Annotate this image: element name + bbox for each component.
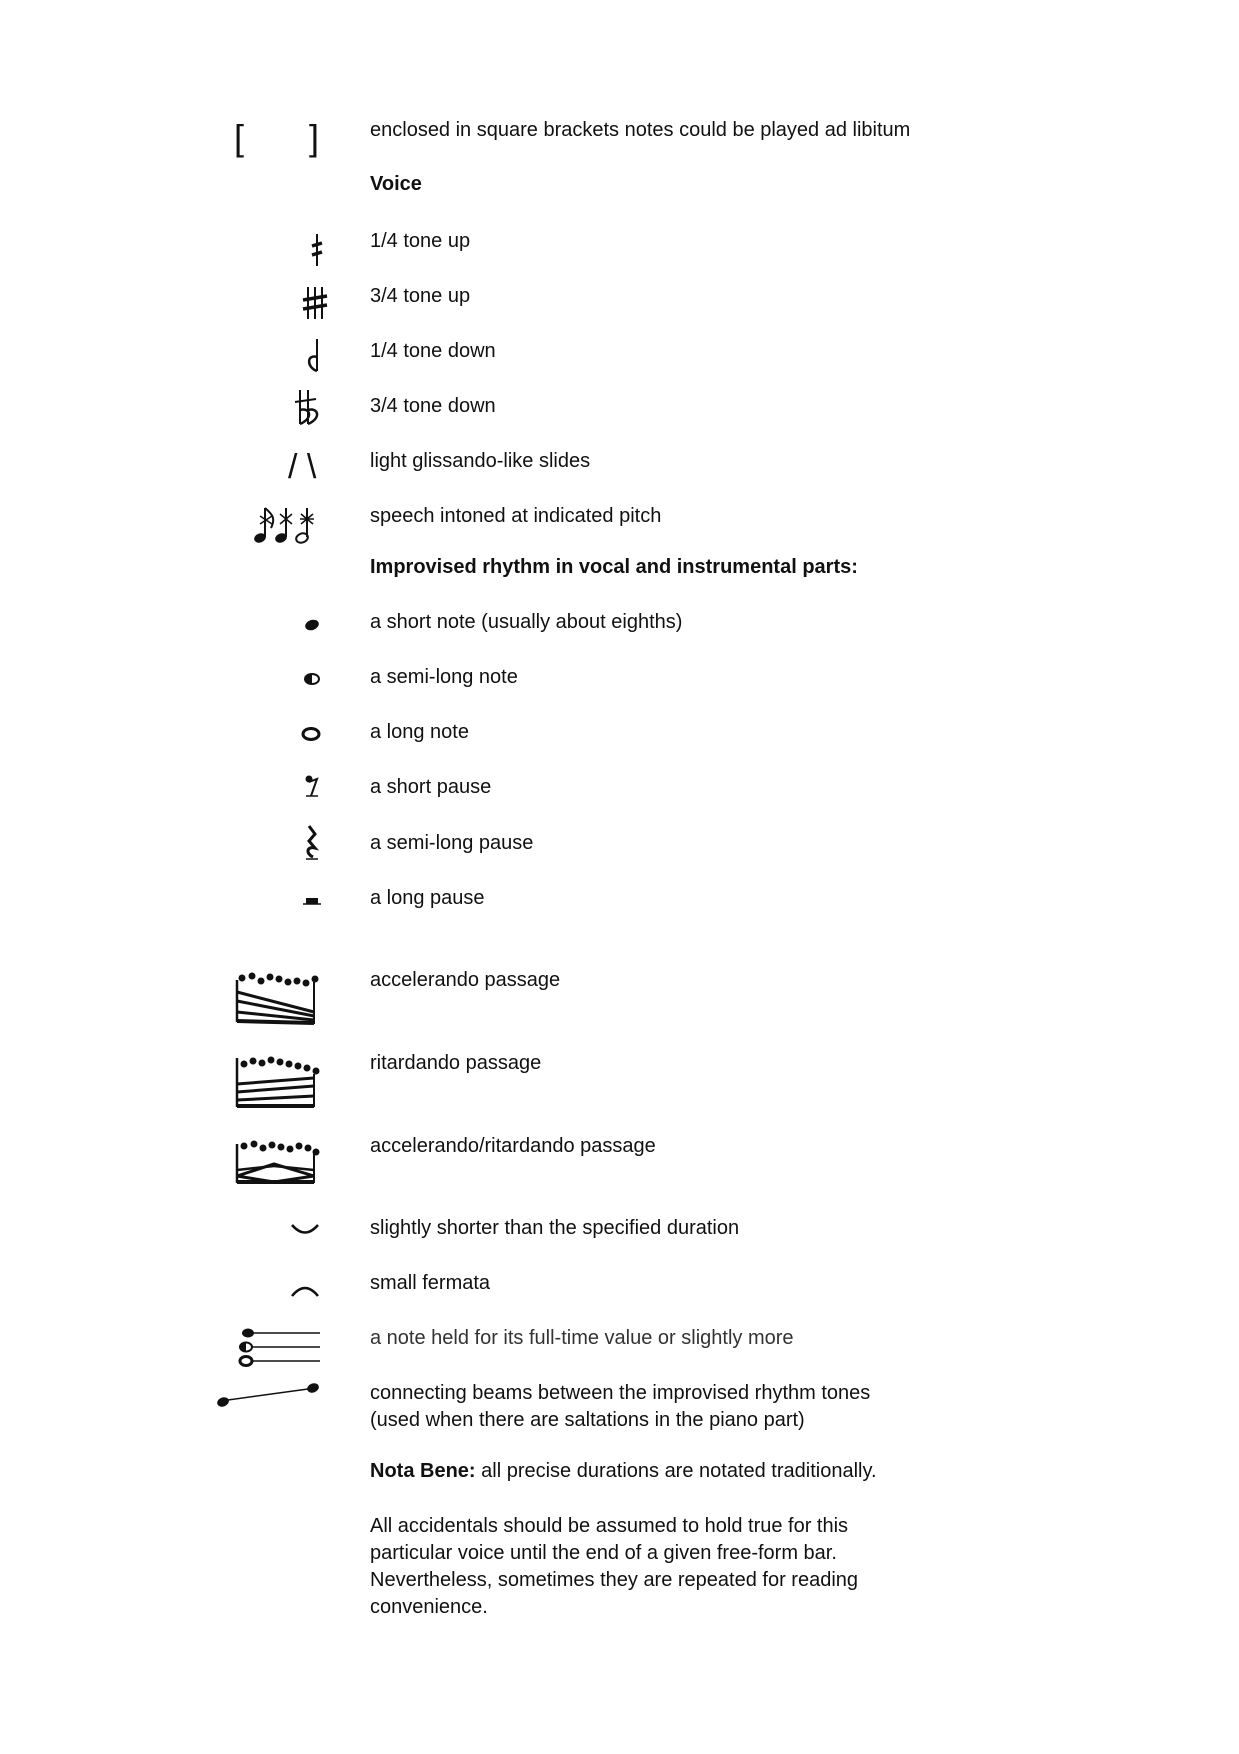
semi-long-note-label: a semi-long note bbox=[370, 666, 518, 688]
long-pause-label: a long pause bbox=[370, 887, 485, 909]
three-quarter-flat-icon bbox=[294, 388, 326, 426]
long-pause-icon bbox=[302, 895, 322, 909]
ritardando-icon bbox=[234, 1052, 324, 1110]
accel-rit-label: accelerando/ritardando passage bbox=[370, 1135, 656, 1157]
bracket-left-symbol: [ bbox=[234, 117, 245, 158]
long-note-label: a long note bbox=[370, 721, 469, 743]
speech-notes-icon bbox=[252, 502, 324, 546]
semi-long-pause-icon bbox=[303, 824, 321, 862]
slides-symbol: / \ bbox=[288, 448, 317, 486]
three-quarter-up-label: 3/4 tone up bbox=[370, 285, 471, 307]
held-note-label: a note held for its full-time value or slightly more bbox=[370, 1327, 794, 1349]
quarter-down-label: 1/4 tone down bbox=[370, 340, 496, 362]
voice-heading: Voice bbox=[370, 173, 422, 195]
nota-bene-text: all precise durations are notated traditionally. bbox=[475, 1460, 877, 1482]
connecting-beam-icon bbox=[214, 1380, 324, 1408]
small-fermata-icon bbox=[290, 1282, 320, 1298]
quarter-up-label: 1/4 tone up bbox=[370, 230, 471, 252]
beams-label-line1: connecting beams between the improvised rhythm tones bbox=[370, 1382, 871, 1404]
slightly-shorter-icon bbox=[290, 1222, 320, 1238]
improvised-heading: Improvised rhythm in vocal and instrumental parts: bbox=[370, 556, 858, 578]
bracket-right-symbol: ] bbox=[309, 117, 320, 158]
short-pause-icon bbox=[302, 772, 322, 800]
accidentals-paragraph: All accidentals should be assumed to hold true for this particular voice until the end of a given free-form bar. Nevertheless, sometimes they are repeated for reading convenience. bbox=[370, 1515, 859, 1618]
quarter-flat-icon bbox=[304, 337, 324, 373]
semi-long-note-icon bbox=[302, 671, 322, 687]
accelerando-label: accelerando passage bbox=[370, 969, 561, 991]
quarter-sharp-icon bbox=[310, 232, 324, 268]
three-quarter-sharp-icon bbox=[302, 285, 328, 321]
long-note-icon bbox=[300, 726, 322, 742]
semi-long-pause-label: a semi-long pause bbox=[370, 832, 534, 854]
small-fermata-label: small fermata bbox=[370, 1272, 491, 1294]
brackets-description: enclosed in square brackets notes could be played ad libitum bbox=[370, 119, 911, 141]
accel-rit-icon bbox=[234, 1136, 324, 1186]
held-note-icon bbox=[234, 1325, 324, 1369]
nota-bene-paragraph bbox=[370, 1458, 930, 1485]
accelerando-icon bbox=[234, 968, 324, 1026]
short-note-label: a short note (usually about eighths) bbox=[370, 611, 683, 633]
nota-bene-label: Nota Bene: bbox=[370, 1460, 476, 1482]
slides-label: light glissando-like slides bbox=[370, 450, 591, 472]
slightly-shorter-label: slightly shorter than the specified duration bbox=[370, 1217, 740, 1239]
beams-label-line2: (used when there are saltations in the piano part) bbox=[370, 1409, 805, 1431]
short-pause-label: a short pause bbox=[370, 776, 492, 798]
short-note-icon bbox=[302, 617, 322, 633]
speech-label: speech intoned at indicated pitch bbox=[370, 505, 662, 527]
three-quarter-down-label: 3/4 tone down bbox=[370, 395, 496, 417]
ritardando-label: ritardando passage bbox=[370, 1052, 542, 1074]
